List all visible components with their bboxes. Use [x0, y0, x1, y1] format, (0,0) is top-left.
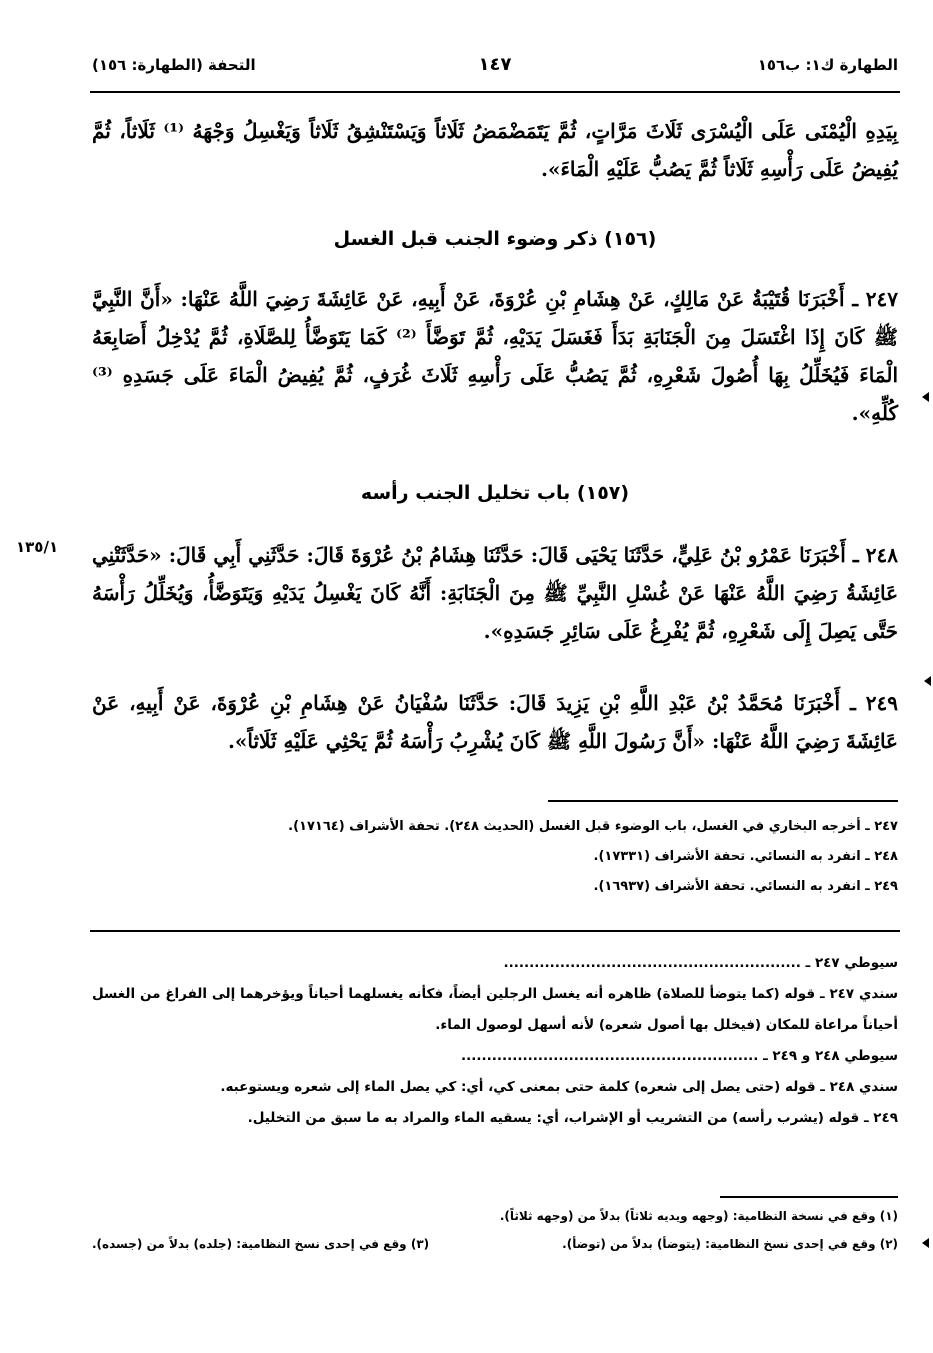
- header-rule: [90, 91, 900, 93]
- margin-volume-page-ref: ١٣٥/١: [16, 538, 59, 556]
- page-number: ١٤٧: [478, 54, 512, 75]
- variant-note-3: (٣) وقع في إحدى نسخ النظامية: (جلده) بدلاً من (جسده).: [92, 1237, 430, 1251]
- variant-notes: [92, 1202, 898, 1258]
- hadith-248: ٢٤٨ ـ أَخْبَرَنَا عَمْرُو بْنُ عَلِيٍّ، حَدَّثَنَا يَحْيَى قَالَ: حَدَّثَنَا هِشَامُ بْنُ عُرْوَةَ قَالَ: حَدَّثَنِي أَبِي قَالَ: «حَدَّثَتْنِي عَائِشَةُ رَضِيَ اللَّهُ عَنْهَا عَنْ غُسْلِ النَّبِيِّ ﷺ مِنَ الْجَنَابَةِ: أَنَّهُ كَانَ يَغْسِلُ يَدَيْهِ وَيَتَوَضَّأُ، وَيُخَلِّلُ رَأْسَهُ حَتَّى يَصِلَ إِلَى شَعْرِهِ، ثُمَّ يُفْرِغُ عَلَى سَائِرِ جَسَدِهِ».: [92, 543, 898, 643]
- takhrij-248: ٢٤٨ ـ انفرد به النسائي. تحفة الأشراف (١٧٣٣١).: [593, 849, 898, 864]
- takhrij-list: [92, 812, 898, 902]
- intro-paragraph: بِيَدِهِ الْيُمْنَى عَلَى الْيُسْرَى ثَلَاثَ مَرَّاتٍ، ثُمَّ يَتَمَضْمَضُ ثَلَاثاً وَيَسْتَنْشِقُ ثَلَاثاً وَيَغْسِلُ وَجْهَهُ ⁽¹⁾ ثَلَاثاً، ثُمَّ يُفِيضُ عَلَى رَأْسِهِ ثَلَاثاً ثُمَّ يَصُبُّ عَلَيْهِ الْمَاءَ».: [92, 119, 898, 181]
- suyuti-247: سيوطي ٢٤٧ ـ ..........................................................: [503, 955, 898, 971]
- section-157-heading: (١٥٧) باب تخليل الجنب رأسه: [360, 482, 630, 504]
- suyuti-248-249: سيوطي ٢٤٨ و ٢٤٩ ـ ..........................................................: [460, 1048, 898, 1064]
- commentary-block: [92, 948, 898, 1134]
- takhrij-247: ٢٤٧ ـ أخرجه البخاري في الغسل، باب الوضوء قبل الغسل (الحديث ٢٤٨). تحفة الأشراف (١٧١٦٤).: [288, 819, 898, 834]
- margin-marker: [922, 1238, 929, 1248]
- margin-marker: [922, 392, 929, 402]
- hadith-249: ٢٤٩ ـ أَخْبَرَنَا مُحَمَّدُ بْنُ عَبْدِ اللَّهِ بْنِ يَزِيدَ قَالَ: حَدَّثَنَا سُفْيَانُ عَنْ هِشَامِ بْنِ عُرْوَةَ، عَنْ أَبِيهِ، عَنْ عَائِشَةَ رَضِيَ اللَّهُ عَنْهَا: «أَنَّ رَسُولَ اللَّهِ ﷺ كَانَ يُشْرِبُ رَأْسَهُ ثُمَّ يَحْثِي عَلَيْهِ ثَلَاثاً».: [92, 691, 899, 753]
- variant-notes-row: [92, 1230, 898, 1258]
- margin-marker: [924, 676, 931, 686]
- page-header: [92, 52, 898, 80]
- takhrij-rule: [548, 800, 898, 802]
- commentary-rule: [90, 930, 900, 932]
- sindi-247: سندي ٢٤٧ ـ قوله (كما يتوضأ للصلاة) ظاهره أنه يغسل الرجلين أيضاً، فكأنه يغسلهما أحياناً ويؤخرهما إلى الفراغ من الغسل أحياناً مراعاة للمكان (فيخلل بها أصول شعره) لأنه أسهل لوصول الماء.: [92, 986, 898, 1033]
- sindi-249: ٢٤٩ ـ قوله (يشرب رأسه) من التشريب أو الإشراب، أي: يسقيه الماء والمراد به ما سبق من التخليل.: [247, 1110, 898, 1126]
- hadith-247: ٢٤٧ ـ أَخْبَرَنَا قُتَيْبَةُ عَنْ مَالِكٍ، عَنْ هِشَامِ بْنِ عُرْوَةَ، عَنْ أَبِيهِ، عَنْ عَائِشَةَ رَضِيَ اللَّهُ عَنْهَا: «أَنَّ النَّبِيَّ ﷺ كَانَ إِذَا اغْتَسَلَ مِنَ الْجَنَابَةِ بَدَأَ فَغَسَلَ يَدَيْهِ، ثُمَّ تَوَضَّأَ ⁽²⁾ كَمَا يَتَوَضَّأُ لِلصَّلَاةِ، ثُمَّ يُدْخِلُ أَصَابِعَهُ الْمَاءَ فَيُخَلِّلُ بِهَا أُصُولَ شَعْرِهِ، ثُمَّ يَصُبُّ عَلَى رَأْسِهِ ثَلَاثَ غُرَفٍ، ثُمَّ يُفِيضُ الْمَاءَ عَلَى جَسَدِهِ ⁽³⁾ كُلِّهِ».: [92, 287, 898, 425]
- variant-note-1: (١) وقع في نسخة النظامية: (وجهه ويديه ثلاثاً) بدلاً من (وجهه ثلاثاً).: [499, 1209, 898, 1223]
- takhrij-249: ٢٤٩ ـ انفرد به النسائي. تحفة الأشراف (١٦٩٣٧).: [593, 879, 898, 894]
- variant-note-2: (٢) وقع في إحدى نسخ النظامية: (يتوضأ) بدلاً من (توضأ).: [562, 1237, 898, 1251]
- header-chapter-ref: الطهارة ك١: ب١٥٦: [757, 56, 898, 74]
- header-tuhfa-ref: التحفة (الطهارة: ١٥٦): [92, 56, 256, 74]
- sindi-248: سندي ٢٤٨ ـ قوله (حتى يصل إلى شعره) كلمة حتى بمعنى كي، أي: كي يصل الماء إلى شعره ويستوعبه.: [220, 1079, 898, 1095]
- variant-notes-rule: [720, 1196, 898, 1198]
- section-156-heading: (١٥٦) ذكر وضوء الجنب قبل الغسل: [333, 228, 657, 250]
